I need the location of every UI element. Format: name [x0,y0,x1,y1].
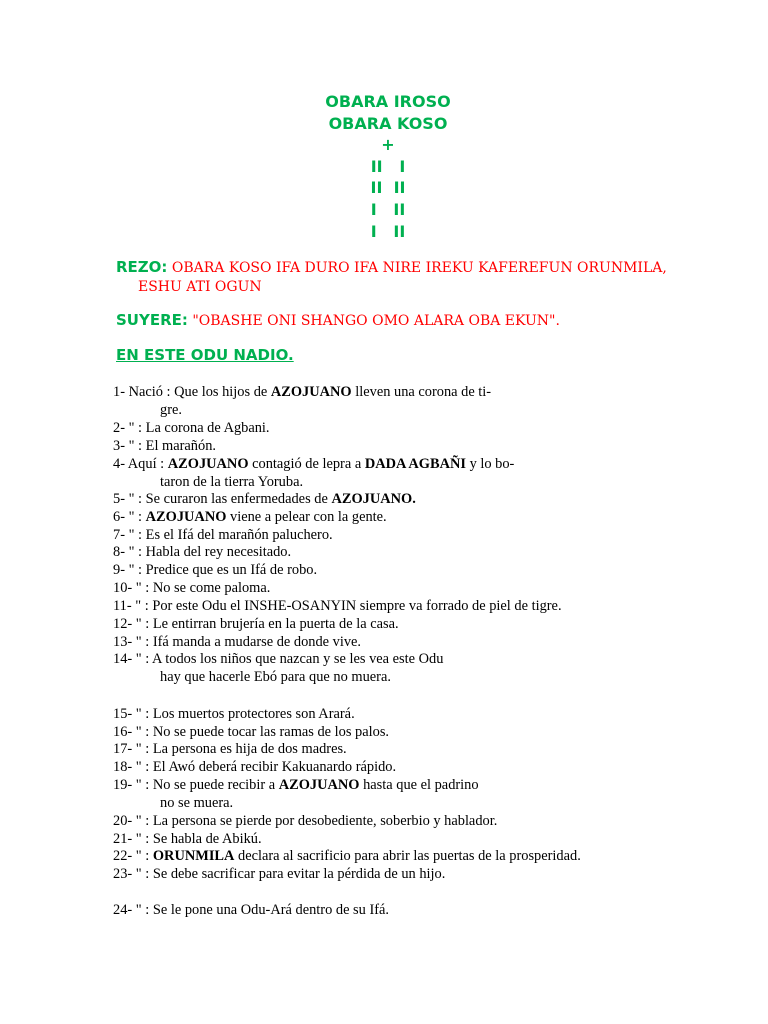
item-text: 8- " : Habla del rey necesitado. [113,544,292,560]
list-item-line [113,598,562,616]
list-item [113,527,333,545]
item-text: 12- " : Le entirran brujería en la puerta de la casa. [113,616,399,632]
list-item [113,420,270,438]
list-item-line [113,759,396,777]
rezo-label: REZO: [116,258,168,276]
suyere-label: SUYERE: [116,311,188,329]
list-item [113,759,396,777]
bold-name: ORUNMILA [152,848,235,864]
odu-sign-row-2: II II [370,178,406,198]
list-item-line [113,634,361,652]
odu-sign-row-4: I II [370,221,406,241]
list-item-line [113,706,355,724]
bold-name: AZOJUANO [278,777,360,793]
rezo-text-line-1: OBARA KOSO IFA DURO IFA NIRE IREKU KAFEREFUN ORUNMILA, [171,260,667,276]
item-text: lleven una corona de ti- [351,384,492,400]
list-item [113,706,355,724]
odu-sign-plus: + [381,135,395,155]
odu-name-primary: OBARA IROSO [325,92,451,111]
suyere-text: "OBASHE ONI SHANGO OMO ALARA OBA EKUN". [192,313,560,329]
list-item [113,813,497,831]
list-item [113,777,479,812]
item-text: 19- " : No se puede recibir a [113,777,279,793]
odu-title-block [0,91,768,242]
bold-name: AZOJUANO [270,384,352,400]
list-item [113,456,514,491]
item-text: 7- " : Es el Ifá del marañón paluchero. [113,527,333,543]
list-item-line [113,580,270,598]
list-item [113,562,317,580]
list-item-continuation: hay que hacerle Ebó para que no muera. [160,668,391,685]
list-item-line [113,831,262,849]
bold-name: AZOJUANO [167,456,249,472]
list-item-continuation: no se muera. [160,794,234,811]
list-item [113,384,491,419]
list-item [113,741,347,759]
bold-name: AZOJUANO. [331,491,416,507]
item-text: y lo bo- [465,456,515,472]
list-item-line [113,527,333,545]
list-item [113,724,389,742]
odu-sign-row-3: I II [370,199,406,219]
list-item [113,866,445,884]
item-text: 15- " : Los muertos protectores son Arará. [113,706,355,722]
item-text: 18- " : El Awó deberá recibir Kakuanardo rápido. [113,759,397,775]
item-text: 10- " : No se come paloma. [113,580,271,596]
item-text: 16- " : No se puede tocar las ramas de los palos. [113,724,390,740]
item-text: 23- " : Se debe sacrificar para evitar la pérdida de un hijo. [113,866,446,882]
list-item-line [113,491,416,509]
list-item-line [113,616,399,634]
list-item-line [113,420,270,438]
list-item [113,580,270,598]
item-text: 11- " : Por este Odu el INSHE-OSANYIN siempre va forrado de piel de tigre. [113,598,562,614]
list-item-line [113,866,445,884]
list-item [113,438,216,456]
list-item [113,491,416,509]
list-item [113,651,443,686]
item-text: 3- " : El marañón. [113,438,216,454]
list-item-line [113,509,387,527]
list-item [113,831,262,849]
list-item-line [113,902,389,920]
odu-name-secondary: OBARA KOSO [328,113,448,133]
list-item [113,634,361,652]
list-item-line [113,562,317,580]
item-text: 13- " : Ifá manda a mudarse de donde vive. [113,634,362,650]
item-text: 1- Nació : Que los hijos de [113,384,271,400]
list-item-line [113,456,514,474]
rezo-text-line-2: ESHU ATI OGUN [138,278,262,295]
list-item [113,544,291,562]
list-item-line [113,741,347,759]
list-item [113,902,389,920]
list-item-continuation: gre. [160,401,182,418]
list-item-line [113,384,491,402]
item-text: 21- " : Se habla de Abikú. [113,831,262,847]
list-item-continuation: taron de la tierra Yoruba. [160,473,304,490]
item-text: 5- " : Se curaron las enfermedades de [113,491,332,507]
item-text: 20- " : La persona se pierde por desobediente, soberbio y hablador. [113,813,498,829]
list-item [113,598,562,616]
item-text: 24- " : Se le pone una Odu-Ará dentro de su Ifá. [113,902,390,918]
item-text: 4- Aquí : [113,456,168,472]
item-text: 9- " : Predice que es un Ifá de robo. [113,562,318,578]
list-item [113,848,581,866]
section-heading: EN ESTE ODU NADIO. [116,346,294,364]
item-text: 14- " : A todos los niños que nazcan y se les vea este Odu [113,651,444,667]
suyere-paragraph [116,311,560,329]
list-item-line [113,651,443,669]
item-text: 2- " : La corona de Agbani. [113,420,270,436]
item-text: 17- " : La persona es hija de dos madres. [113,741,347,757]
item-text: hasta que el padrino [359,777,479,793]
item-text: 6- " : [113,509,146,525]
bold-name: DADA AGBAÑI [364,456,466,472]
list-item-line [113,438,216,456]
bold-name: AZOJUANO [145,509,227,525]
list-item-line [113,777,479,795]
item-text: 22- " : [113,848,153,864]
list-item [113,509,387,527]
list-item-line [113,813,497,831]
list-item [113,616,399,634]
item-text: contagió de lepra a [248,456,365,472]
list-item-line [113,724,389,742]
list-item-line [113,848,581,866]
item-text: declara al sacrificio para abrir las puertas de la prosperidad. [234,848,581,864]
odu-sign-row-1: II I [370,156,406,176]
rezo-paragraph [116,258,667,296]
list-item-line [113,544,291,562]
item-text: viene a pelear con la gente. [226,509,387,525]
